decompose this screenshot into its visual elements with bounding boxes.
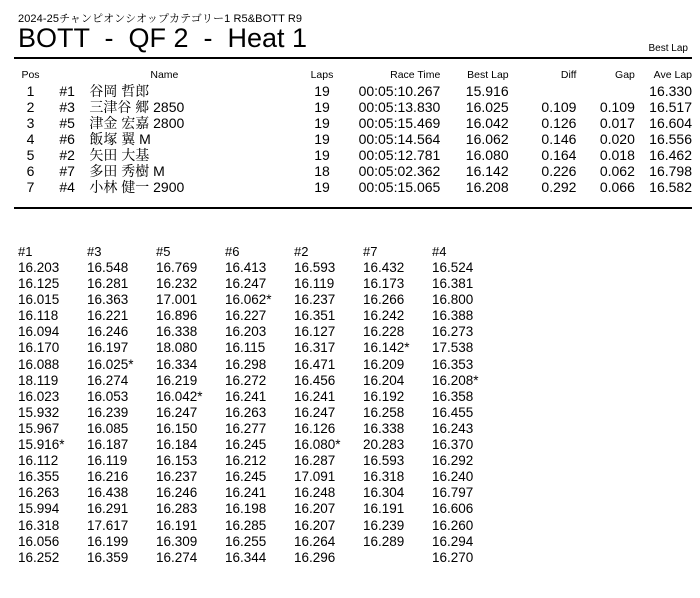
driver-name-cell: 多田 秀樹 M xyxy=(89,163,165,179)
laps-cell: 19 xyxy=(314,179,330,195)
gap-cell: 0.066 xyxy=(599,179,635,195)
driver-name-cell: 谷岡 哲郎 xyxy=(89,83,150,99)
lap-time: 17.538 xyxy=(432,340,474,356)
col-laps: Laps xyxy=(310,69,334,81)
lap-time: 17.617 xyxy=(87,517,129,533)
lap-time: 16.287 xyxy=(294,453,336,469)
position-cell: 2 xyxy=(26,99,35,115)
lap-time: 16.015 xyxy=(18,292,60,308)
lap-time: 16.456 xyxy=(294,372,336,388)
lap-time: 16.246 xyxy=(156,485,198,501)
lap-time: 16.355 xyxy=(18,469,60,485)
lap-time: 16.112 xyxy=(18,453,59,469)
lap-time: 16.292 xyxy=(432,453,474,469)
lap-time: 17.091 xyxy=(294,469,336,485)
race-time-cell: 00:05:15.469 xyxy=(358,115,441,131)
lap-column-header: #7 xyxy=(363,244,378,259)
best-lap-cell: 16.142 xyxy=(465,163,509,179)
race-time-cell: 00:05:14.564 xyxy=(358,131,441,147)
lap-time: 16.209 xyxy=(363,356,405,372)
lap-column xyxy=(432,243,501,566)
driver-name-cell: 小林 健一 2900 xyxy=(89,179,185,195)
col-diff: Diff xyxy=(560,69,577,81)
lap-time: 16.243 xyxy=(432,420,474,436)
diff-cell: 0.164 xyxy=(541,147,577,163)
best-lap-cell: 15.916 xyxy=(465,83,509,99)
position-cell: 5 xyxy=(26,147,35,163)
lap-time: 16.291 xyxy=(87,501,129,517)
lap-column-header: #4 xyxy=(432,244,447,259)
lap-time: 16.247 xyxy=(156,404,198,420)
position-cell: 4 xyxy=(26,131,35,147)
lap-time: 16.094 xyxy=(18,324,60,340)
lap-column xyxy=(156,243,225,566)
lap-time: 16.338 xyxy=(363,420,405,436)
ave-lap-cell: 16.556 xyxy=(649,131,692,147)
lap-time: 16.025* xyxy=(87,356,134,372)
table-row xyxy=(14,147,692,163)
diff-cell: 0.226 xyxy=(541,163,577,179)
lap-time: 16.237 xyxy=(156,469,198,485)
lap-time: 15.916* xyxy=(18,437,65,453)
diff-cell: 0.126 xyxy=(541,115,577,131)
position-cell: 7 xyxy=(26,179,35,195)
lap-time: 16.358 xyxy=(432,388,474,404)
lap-time: 16.381 xyxy=(432,276,474,292)
results-table xyxy=(14,68,692,195)
lap-time: 16.080* xyxy=(294,437,341,453)
lap-time: 15.932 xyxy=(18,404,60,420)
lap-time: 16.273 xyxy=(432,324,474,340)
lap-column xyxy=(363,243,432,566)
lap-time: 16.199 xyxy=(87,533,129,549)
lap-time: 16.246 xyxy=(87,324,129,340)
lap-time: 16.119 xyxy=(294,276,335,292)
lap-time: 15.967 xyxy=(18,420,60,436)
lap-time: 16.088 xyxy=(18,356,60,372)
results-divider xyxy=(14,207,692,209)
results-header-row xyxy=(14,68,692,83)
lap-time: 16.334 xyxy=(156,356,198,372)
diff-cell: 0.146 xyxy=(541,131,577,147)
lap-time: 16.593 xyxy=(294,260,336,275)
lap-time: 16.800 xyxy=(432,292,474,308)
lap-time: 16.263 xyxy=(225,404,267,420)
ave-lap-cell: 16.462 xyxy=(649,147,692,163)
page-title: BOTT - QF 2 - Heat 1 xyxy=(18,23,308,53)
lap-time: 16.184 xyxy=(156,437,198,453)
lap-time: 16.353 xyxy=(432,356,474,372)
lap-time: 16.524 xyxy=(432,260,474,275)
lap-time: 16.204 xyxy=(363,372,405,388)
lap-time: 16.239 xyxy=(87,404,129,420)
lap-time: 16.363 xyxy=(87,292,129,308)
lap-time: 16.270 xyxy=(432,549,474,565)
lap-column-header: #5 xyxy=(156,244,171,259)
table-row xyxy=(14,115,692,131)
laps-cell: 19 xyxy=(314,83,330,99)
position-cell: 6 xyxy=(26,163,35,179)
lap-time: 16.212 xyxy=(225,453,267,469)
lap-time: 16.274 xyxy=(87,372,129,388)
lap-time: 18.080 xyxy=(156,340,198,356)
gap-cell: 0.109 xyxy=(599,99,635,115)
lap-time: 16.317 xyxy=(294,340,336,356)
lap-column xyxy=(225,243,294,566)
lap-time: 16.318 xyxy=(363,469,405,485)
lap-time: 16.208* xyxy=(432,372,479,388)
lap-time: 16.085 xyxy=(87,420,129,436)
lap-time: 16.304 xyxy=(363,485,405,501)
lap-time: 16.896 xyxy=(156,308,198,324)
driver-name-cell: 飯塚 翼 M xyxy=(89,131,151,147)
lap-time: 16.285 xyxy=(225,517,267,533)
best-lap-cell: 16.062 xyxy=(465,131,509,147)
lap-column-header: #2 xyxy=(294,244,309,259)
lap-time: 16.245 xyxy=(225,469,267,485)
lap-time: 16.318 xyxy=(18,517,60,533)
ave-lap-cell: 16.604 xyxy=(649,115,692,131)
lap-time: 16.593 xyxy=(363,453,405,469)
lap-time: 16.247 xyxy=(294,404,336,420)
ave-lap-cell: 16.582 xyxy=(649,179,692,195)
lap-time: 16.203 xyxy=(225,324,267,340)
lap-time: 16.237 xyxy=(294,292,336,308)
lap-time: 16.118 xyxy=(18,308,59,324)
diff-cell: 0.109 xyxy=(541,99,577,115)
kart-number-cell: #2 xyxy=(59,147,75,163)
kart-number-cell: #3 xyxy=(59,99,75,115)
gap-cell: 0.020 xyxy=(599,131,635,147)
lap-time: 16.228 xyxy=(363,324,405,340)
lap-time: 16.351 xyxy=(294,308,336,324)
lap-time: 16.370 xyxy=(432,437,474,453)
lap-time: 16.241 xyxy=(294,388,336,404)
kart-number-cell: #5 xyxy=(59,115,75,131)
col-best-lap: Best Lap xyxy=(467,69,509,81)
gap-cell: 0.062 xyxy=(599,163,635,179)
best-lap-label: Best Lap xyxy=(648,43,688,54)
laps-cell: 18 xyxy=(314,163,330,179)
best-lap-cell: 16.208 xyxy=(465,179,509,195)
lap-time: 16.053 xyxy=(87,388,129,404)
lap-time: 16.606 xyxy=(432,501,474,517)
lap-time: 16.241 xyxy=(225,485,267,501)
driver-name-cell: 三津谷 郷 2850 xyxy=(89,99,185,115)
lap-time: 16.227 xyxy=(225,308,267,324)
lap-time: 16.241 xyxy=(225,388,267,404)
table-row xyxy=(14,131,692,147)
lap-time: 16.277 xyxy=(225,420,267,436)
kart-number-cell: #4 xyxy=(59,179,75,195)
lap-time: 16.150 xyxy=(156,420,198,436)
lap-time: 16.432 xyxy=(363,260,405,275)
kart-number-cell: #1 xyxy=(59,83,75,99)
lap-time: 16.281 xyxy=(87,276,129,292)
lap-time: 16.388 xyxy=(432,308,474,324)
lap-time: 16.248 xyxy=(294,485,336,501)
lap-time: 16.296 xyxy=(294,549,336,565)
position-cell: 1 xyxy=(26,83,35,99)
lap-time: 16.471 xyxy=(294,356,336,372)
ave-lap-cell: 16.517 xyxy=(649,99,692,115)
lap-time: 16.359 xyxy=(87,549,129,565)
lap-time: 16.242 xyxy=(363,308,405,324)
lap-time: 16.216 xyxy=(87,469,129,485)
best-lap-cell: 16.042 xyxy=(465,115,509,131)
ave-lap-cell: 16.798 xyxy=(649,163,692,179)
lap-time: 16.197 xyxy=(87,340,129,356)
lap-time: 16.344 xyxy=(225,549,267,565)
lap-time: 16.245 xyxy=(225,437,267,453)
lap-time: 16.274 xyxy=(156,549,198,565)
lap-time: 16.309 xyxy=(156,533,198,549)
driver-name-cell: 矢田 大基 xyxy=(89,147,150,163)
gap-cell: 0.017 xyxy=(599,115,635,131)
lap-time: 16.142* xyxy=(363,340,410,356)
lap-times-grid xyxy=(18,243,501,566)
lap-column-header: #1 xyxy=(18,244,33,259)
lap-time: 15.994 xyxy=(18,501,60,517)
lap-time: 16.119 xyxy=(87,453,128,469)
lap-time: 17.001 xyxy=(156,292,198,308)
laps-cell: 19 xyxy=(314,131,330,147)
race-time-cell: 00:05:15.065 xyxy=(358,179,441,195)
lap-time: 16.170 xyxy=(18,340,60,356)
col-pos: Pos xyxy=(21,69,40,81)
lap-column-header: #6 xyxy=(225,244,240,259)
diff-cell xyxy=(509,83,577,99)
lap-time: 16.219 xyxy=(156,372,198,388)
ave-lap-cell: 16.330 xyxy=(649,83,692,99)
lap-time: 16.203 xyxy=(18,260,60,275)
lap-time: 16.272 xyxy=(225,372,267,388)
gap-cell xyxy=(576,83,634,99)
driver-name-cell: 津金 宏嘉 2800 xyxy=(89,115,185,131)
lap-time: 16.455 xyxy=(432,404,474,420)
col-race-time: Race Time xyxy=(390,69,441,81)
lap-time: 16.191 xyxy=(363,501,405,517)
lap-time: 16.289 xyxy=(363,533,405,549)
lap-time: 16.221 xyxy=(87,308,129,324)
lap-time: 16.239 xyxy=(363,517,405,533)
diff-cell: 0.292 xyxy=(541,179,577,195)
lap-time: 16.797 xyxy=(432,485,474,501)
lap-time: 16.338 xyxy=(156,324,198,340)
lap-column-header: #3 xyxy=(87,244,102,259)
lap-time: 16.252 xyxy=(18,549,60,565)
lap-column xyxy=(294,243,363,566)
lap-time: 16.192 xyxy=(363,388,405,404)
lap-time: 16.062* xyxy=(225,292,272,308)
lap-time: 16.191 xyxy=(156,517,198,533)
lap-time: 16.207 xyxy=(294,501,336,517)
lap-time: 16.769 xyxy=(156,260,198,275)
lap-time: 16.298 xyxy=(225,356,267,372)
col-name: Name xyxy=(150,69,179,81)
lap-time: 16.126 xyxy=(294,420,336,436)
laps-cell: 19 xyxy=(314,147,330,163)
lap-time: 18.119 xyxy=(18,372,59,388)
lap-time: 16.115 xyxy=(225,340,266,356)
col-gap: Gap xyxy=(615,69,635,81)
lap-time: 16.263 xyxy=(18,485,60,501)
lap-time: 16.056 xyxy=(18,533,60,549)
table-row xyxy=(14,163,692,179)
table-row xyxy=(14,179,692,195)
lap-time: 16.207 xyxy=(294,517,336,533)
race-time-cell: 00:05:13.830 xyxy=(358,99,441,115)
kart-number-cell: #6 xyxy=(59,131,75,147)
position-cell: 3 xyxy=(26,115,35,131)
lap-time: 16.413 xyxy=(225,260,267,275)
laps-cell: 19 xyxy=(314,99,330,115)
kart-number-cell: #7 xyxy=(59,163,75,179)
table-row xyxy=(14,83,692,99)
lap-time: 16.173 xyxy=(363,276,405,292)
lap-time: 16.283 xyxy=(156,501,198,517)
col-number xyxy=(47,68,87,83)
best-lap-cell: 16.080 xyxy=(465,147,509,163)
lap-time: 16.548 xyxy=(87,260,129,275)
table-row xyxy=(14,99,692,115)
laps-cell: 19 xyxy=(314,115,330,131)
lap-column xyxy=(87,243,156,566)
lap-time: 20.283 xyxy=(363,437,405,453)
lap-time: 16.294 xyxy=(432,533,474,549)
lap-time: 16.042* xyxy=(156,388,203,404)
lap-time: 16.247 xyxy=(225,276,267,292)
event-subtitle: 2024-25チャンピオンシオップカテゴリー1 R5&BOTT R9 xyxy=(18,13,303,25)
lap-time: 16.232 xyxy=(156,276,198,292)
lap-time: 16.187 xyxy=(87,437,129,453)
lap-time: 16.023 xyxy=(18,388,60,404)
col-ave-lap: Ave Lap xyxy=(653,69,692,81)
lap-time: 16.264 xyxy=(294,533,336,549)
race-time-cell: 00:05:10.267 xyxy=(358,83,441,99)
lap-time: 16.198 xyxy=(225,501,267,517)
race-time-cell: 00:05:02.362 xyxy=(358,163,441,179)
best-lap-cell: 16.025 xyxy=(465,99,509,115)
lap-time: 16.258 xyxy=(363,404,405,420)
race-time-cell: 00:05:12.781 xyxy=(358,147,441,163)
lap-time: 16.438 xyxy=(87,485,129,501)
header-divider xyxy=(14,57,692,59)
lap-time: 16.266 xyxy=(363,292,405,308)
lap-time: 16.127 xyxy=(294,324,336,340)
lap-time: 16.125 xyxy=(18,276,60,292)
gap-cell: 0.018 xyxy=(599,147,635,163)
lap-column xyxy=(18,243,87,566)
lap-time: 16.240 xyxy=(432,469,474,485)
lap-time: 16.255 xyxy=(225,533,267,549)
lap-time: 16.260 xyxy=(432,517,474,533)
lap-time: 16.153 xyxy=(156,453,198,469)
